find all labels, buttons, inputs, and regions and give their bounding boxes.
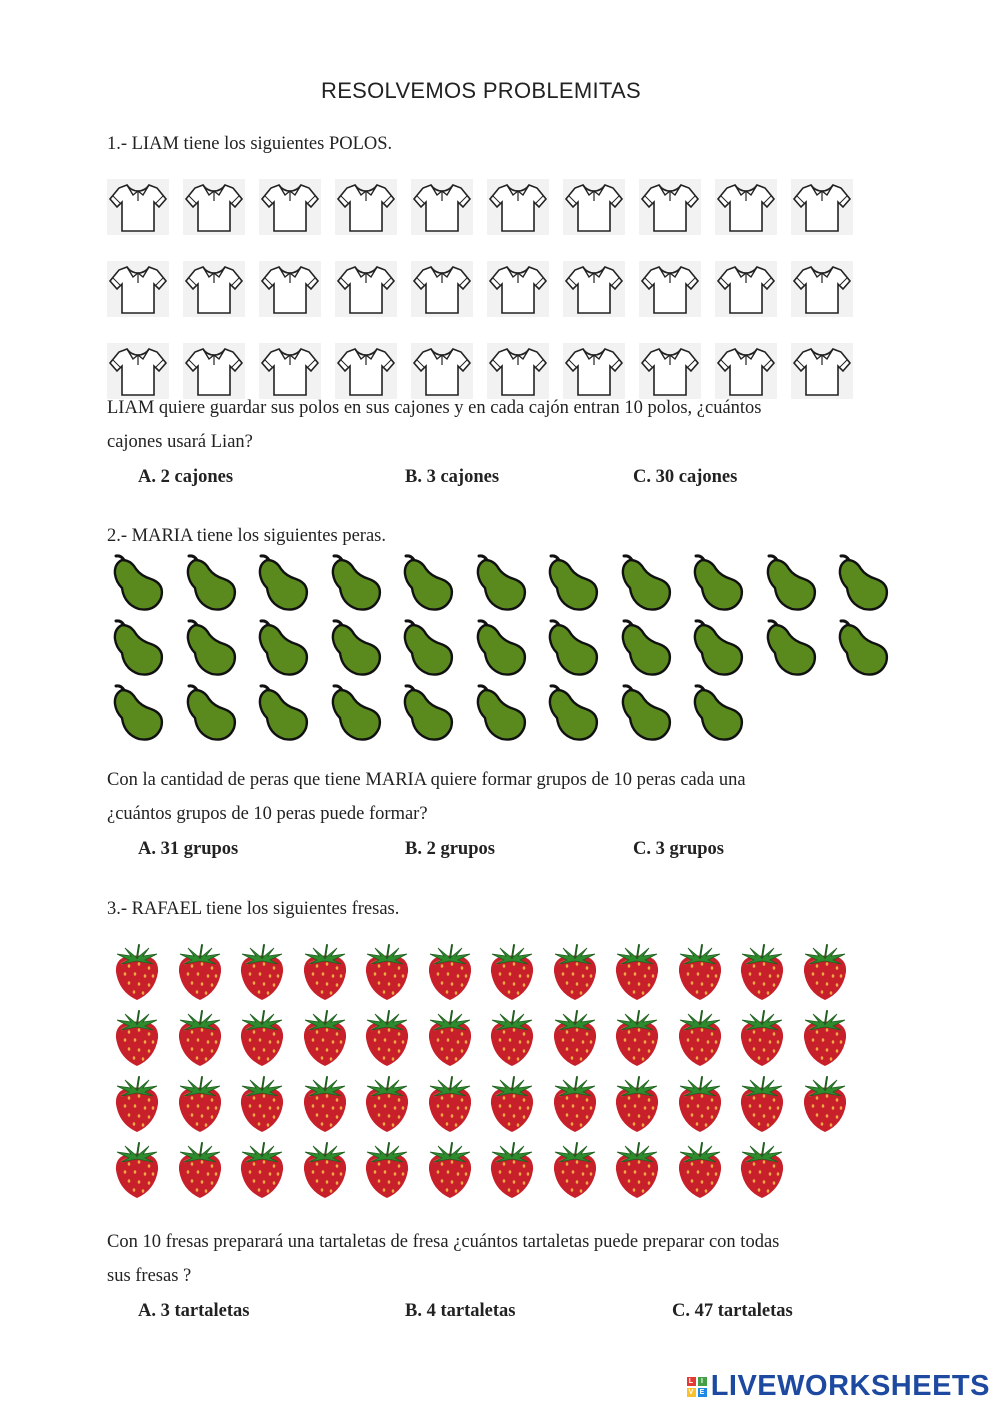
strawberry-icon <box>172 1140 228 1202</box>
page-title: RESOLVEMOS PROBLEMITAS <box>321 78 641 103</box>
q1-question-line1: LIAM quiere guardar sus polos en sus cajones y en cada cajón entran 10 polos, ¿cuántos <box>107 398 762 418</box>
pear-icon <box>617 682 675 744</box>
q3-option-a[interactable]: A. 3 tartaletas <box>138 1301 250 1321</box>
polo-shirt-icon <box>259 261 321 317</box>
liveworksheets-logo[interactable] <box>687 1370 990 1403</box>
pear-icon <box>182 682 240 744</box>
q2-option-a[interactable]: A. 31 grupos <box>138 839 239 859</box>
polo-shirt-icon <box>487 261 549 317</box>
q2-option-c[interactable]: C. 3 grupos <box>633 839 724 859</box>
polo-shirt-icon <box>715 179 777 235</box>
pear-icon <box>182 552 240 614</box>
polo-shirt-icon <box>259 179 321 235</box>
strawberry-icon <box>734 1140 790 1202</box>
polo-shirt-icon <box>183 343 245 399</box>
polo-shirt-icon <box>335 343 397 399</box>
pear-icon <box>182 617 240 679</box>
strawberry-icon <box>734 1074 790 1136</box>
polo-shirt-icon <box>791 261 853 317</box>
strawberry-icon <box>172 1008 228 1070</box>
q3-question-line2: sus fresas ? <box>107 1266 192 1286</box>
polo-shirt-icon <box>335 179 397 235</box>
pear-icon <box>834 552 892 614</box>
pear-icon <box>109 552 167 614</box>
strawberry-icon <box>359 1140 415 1202</box>
pear-icon <box>472 617 530 679</box>
polo-shirt-icon <box>107 261 169 317</box>
logo-icon: L I V E <box>688 1377 705 1396</box>
strawberry-icon <box>172 1074 228 1136</box>
q1-option-c[interactable]: C. 30 cajones <box>633 467 738 487</box>
strawberry-icon <box>797 942 853 1004</box>
q3-intro: 3.- RAFAEL tiene los siguientes fresas. <box>107 899 400 919</box>
strawberry-icon <box>422 1008 478 1070</box>
pear-icon <box>254 682 312 744</box>
pear-icon <box>617 617 675 679</box>
polo-shirt-icon <box>411 179 473 235</box>
q2-question-line1: Con la cantidad de peras que tiene MARIA quiere formar grupos de 10 peras cada una <box>107 770 746 790</box>
strawberry-icon <box>422 1074 478 1136</box>
polo-shirt-icon <box>563 261 625 317</box>
pear-icon <box>544 617 602 679</box>
q3-option-c[interactable]: C. 47 tartaletas <box>672 1301 793 1321</box>
strawberry-icon <box>297 1074 353 1136</box>
q3-question-line1: Con 10 fresas preparará una tartaletas de fresa ¿cuántos tartaletas puede preparar con todas <box>107 1232 780 1252</box>
strawberry-icon <box>484 942 540 1004</box>
strawberry-icon <box>797 1074 853 1136</box>
q1-intro: 1.- LIAM tiene los siguientes POLOS. <box>107 134 393 154</box>
q1-option-a[interactable]: A. 2 cajones <box>138 467 234 487</box>
pear-icon <box>617 552 675 614</box>
strawberry-icon <box>109 1008 165 1070</box>
polo-shirt-icon <box>183 179 245 235</box>
polo-shirt-icon <box>639 261 701 317</box>
strawberry-icon <box>797 1008 853 1070</box>
strawberry-icon <box>359 1008 415 1070</box>
polo-shirt-icon <box>639 343 701 399</box>
pear-icon <box>762 617 820 679</box>
pear-icon <box>689 617 747 679</box>
polo-shirt-icon <box>715 261 777 317</box>
strawberry-icon <box>297 1140 353 1202</box>
pear-icon <box>834 617 892 679</box>
pear-icon <box>254 617 312 679</box>
polo-shirt-icon <box>639 179 701 235</box>
polo-shirt-icon <box>259 343 321 399</box>
polo-shirt-icon <box>487 179 549 235</box>
brand-name: LIVEWORKSHEETS <box>710 1370 990 1402</box>
strawberry-icon <box>547 1008 603 1070</box>
strawberry-icon <box>609 1074 665 1136</box>
pear-icon <box>327 617 385 679</box>
pear-icon <box>109 617 167 679</box>
polo-shirt-icon <box>791 179 853 235</box>
pear-icon <box>472 682 530 744</box>
pear-icon <box>689 682 747 744</box>
strawberry-icon <box>234 1008 290 1070</box>
strawberry-icon <box>547 1140 603 1202</box>
strawberry-icon <box>734 1008 790 1070</box>
polo-shirt-icon <box>107 179 169 235</box>
strawberry-icon <box>609 1008 665 1070</box>
strawberry-icon <box>109 1074 165 1136</box>
polo-shirt-icon <box>791 343 853 399</box>
pear-icon <box>327 682 385 744</box>
strawberry-icon <box>172 942 228 1004</box>
strawberry-icon <box>297 1008 353 1070</box>
strawberry-icon <box>672 1140 728 1202</box>
polo-shirt-icon <box>563 179 625 235</box>
strawberry-icon <box>484 1008 540 1070</box>
polo-shirt-icon <box>411 343 473 399</box>
strawberry-icon <box>422 942 478 1004</box>
polo-shirt-icon <box>715 343 777 399</box>
pear-icon <box>689 552 747 614</box>
polo-shirt-icon <box>563 343 625 399</box>
pear-icon <box>544 552 602 614</box>
strawberry-icon <box>359 942 415 1004</box>
pear-icon <box>399 617 457 679</box>
pear-icon <box>544 682 602 744</box>
strawberry-icon <box>547 1074 603 1136</box>
strawberry-icon <box>672 942 728 1004</box>
strawberry-icon <box>484 1074 540 1136</box>
strawberry-icon <box>234 1140 290 1202</box>
strawberry-icon <box>359 1074 415 1136</box>
pear-icon <box>399 682 457 744</box>
strawberry-icon <box>734 942 790 1004</box>
strawberry-icon <box>297 942 353 1004</box>
polo-shirt-icon <box>183 261 245 317</box>
strawberry-icon <box>234 942 290 1004</box>
strawberry-icon <box>234 1074 290 1136</box>
pear-icon <box>762 552 820 614</box>
polo-shirt-icon <box>487 343 549 399</box>
strawberry-icon <box>484 1140 540 1202</box>
strawberry-icon <box>609 942 665 1004</box>
strawberry-icon <box>672 1008 728 1070</box>
polo-shirt-icon <box>107 343 169 399</box>
strawberry-icon <box>672 1074 728 1136</box>
pear-icon <box>254 552 312 614</box>
q3-option-b[interactable]: B. 4 tartaletas <box>405 1301 516 1321</box>
q1-question-line2: cajones usará Lian? <box>107 432 253 452</box>
pear-icon <box>472 552 530 614</box>
strawberry-icon <box>109 942 165 1004</box>
strawberry-icon <box>422 1140 478 1202</box>
strawberry-icon <box>609 1140 665 1202</box>
pear-icon <box>399 552 457 614</box>
q2-option-b[interactable]: B. 2 grupos <box>405 839 495 859</box>
polo-shirt-icon <box>411 261 473 317</box>
strawberry-icon <box>109 1140 165 1202</box>
strawberry-icon <box>547 942 603 1004</box>
pear-icon <box>327 552 385 614</box>
polo-shirt-icon <box>335 261 397 317</box>
q2-intro: 2.- MARIA tiene los siguientes peras. <box>107 526 386 546</box>
q1-option-b[interactable]: B. 3 cajones <box>405 467 500 487</box>
q2-question-line2: ¿cuántos grupos de 10 peras puede formar? <box>107 804 428 824</box>
pear-icon <box>109 682 167 744</box>
